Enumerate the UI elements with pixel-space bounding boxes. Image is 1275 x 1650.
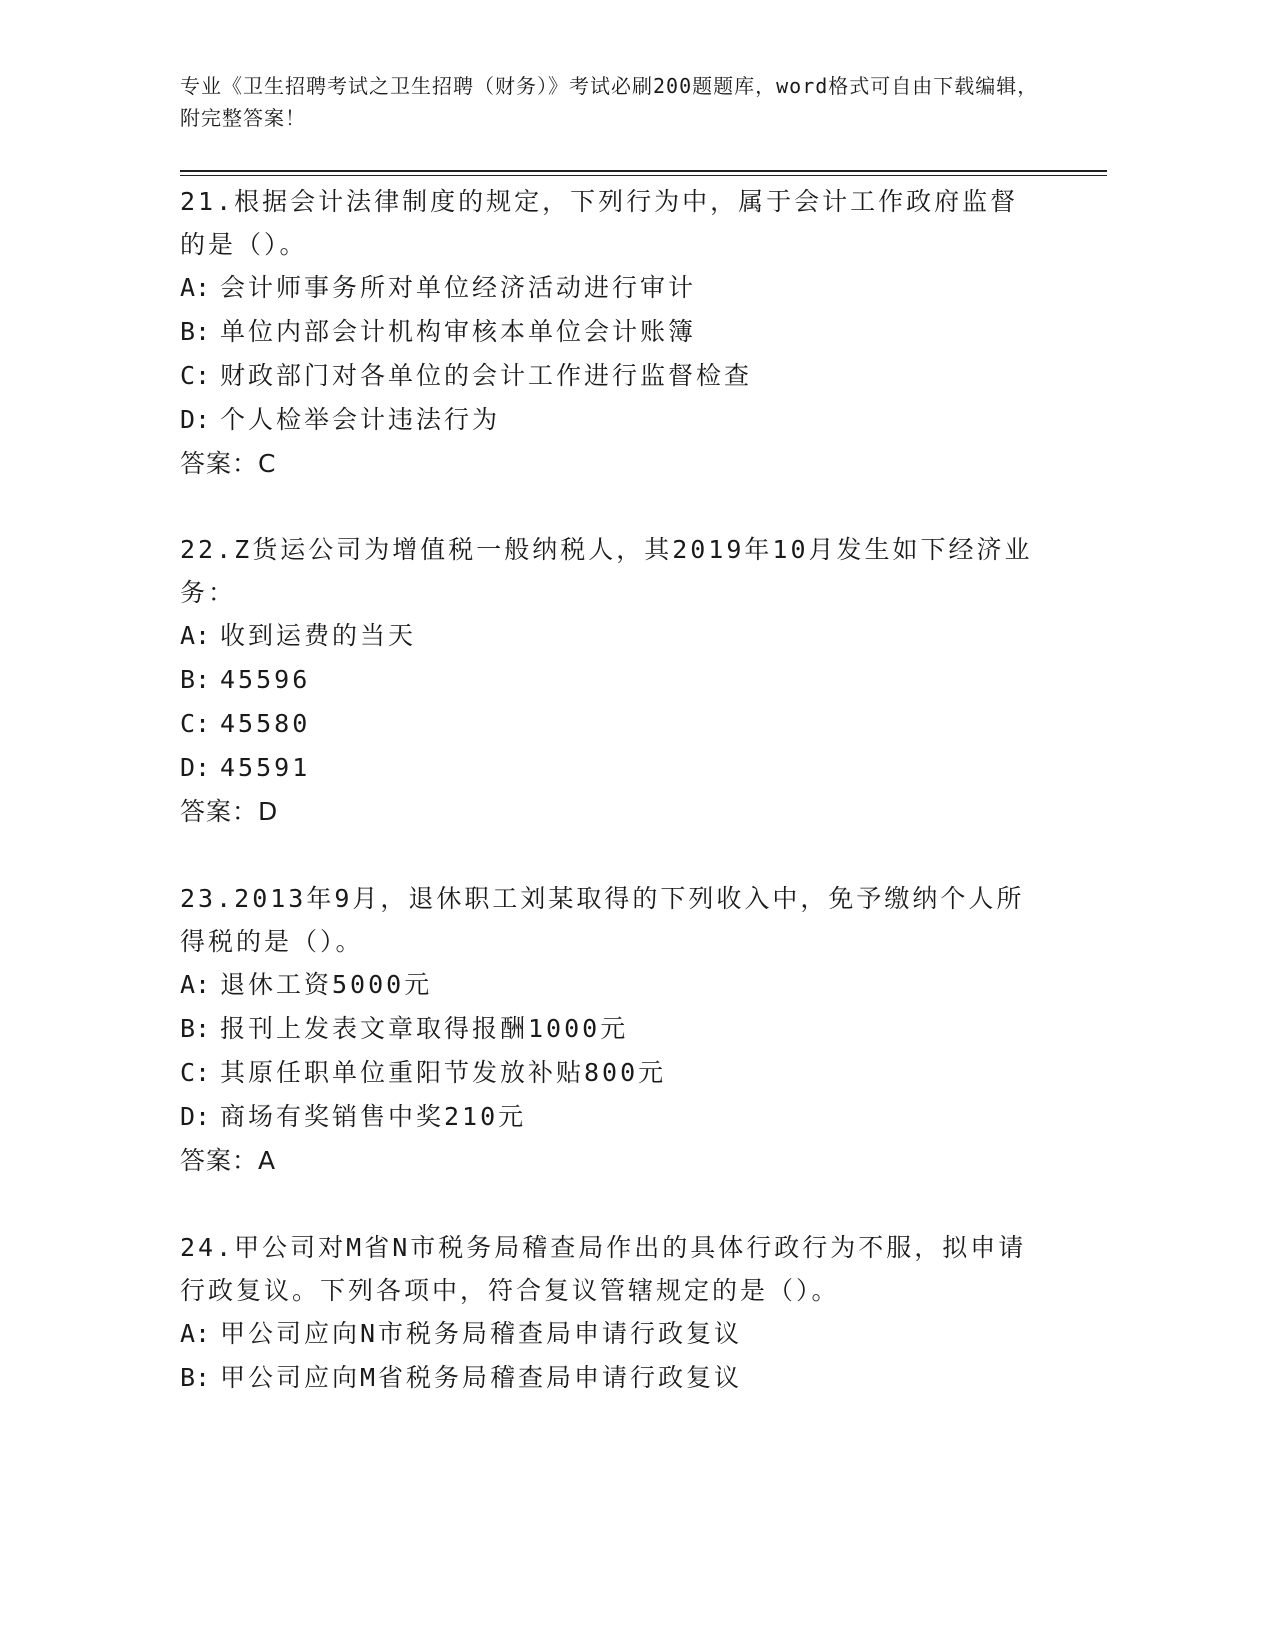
option-text: 个人检举会计违法行为 bbox=[220, 405, 501, 434]
option-text: 其原任职单位重阳节发放补贴800元 bbox=[220, 1058, 667, 1087]
question-stem: 21.根据会计法律制度的规定，下列行为中，属于会计工作政府监督的是（）。 bbox=[180, 187, 1019, 259]
option-text: 报刊上发表文章取得报酬1000元 bbox=[220, 1014, 629, 1043]
option-a bbox=[180, 963, 1040, 1007]
option-letter: A: bbox=[180, 970, 211, 999]
header-divider-thin bbox=[180, 175, 1107, 176]
option-b bbox=[180, 310, 1040, 354]
option-b bbox=[180, 1356, 1040, 1400]
option-text: 45596 bbox=[220, 665, 311, 694]
option-d bbox=[180, 746, 1040, 790]
option-text: 会计师事务所对单位经济活动进行审计 bbox=[220, 273, 697, 302]
header-divider-thick bbox=[180, 170, 1107, 172]
question-21 bbox=[180, 180, 1040, 486]
option-text: 甲公司应向N市税务局稽查局申请行政复议 bbox=[220, 1319, 743, 1348]
option-letter: B: bbox=[180, 317, 211, 346]
option-letter: B: bbox=[180, 1363, 211, 1392]
option-c bbox=[180, 1051, 1040, 1095]
option-c bbox=[180, 702, 1040, 746]
option-a bbox=[180, 614, 1040, 658]
option-letter: D: bbox=[180, 1102, 211, 1131]
option-text: 财政部门对各单位的会计工作进行监督检查 bbox=[220, 361, 753, 390]
question-stem: 24.甲公司对M省N市税务局稽查局作出的具体行政行为不服，拟申请行政复议。下列各项中，符合复议管辖规定的是（）。 bbox=[180, 1233, 1027, 1305]
option-letter: C: bbox=[180, 361, 211, 390]
document-header: 专业《卫生招聘考试之卫生招聘（财务）》考试必刷200题题库，word格式可自由下载编辑，附完整答案！ bbox=[180, 74, 1039, 130]
option-d bbox=[180, 398, 1040, 442]
question-stem: 23.2013年9月，退休职工刘某取得的下列收入中，免予缴纳个人所得税的是（）。 bbox=[180, 884, 1025, 956]
answer-line: 答案：C bbox=[180, 449, 277, 478]
option-a bbox=[180, 1312, 1040, 1356]
option-c bbox=[180, 354, 1040, 398]
option-letter: C: bbox=[180, 1058, 211, 1087]
option-letter: C: bbox=[180, 709, 211, 738]
option-a bbox=[180, 266, 1040, 310]
option-text: 45580 bbox=[220, 709, 311, 738]
question-23 bbox=[180, 877, 1040, 1183]
answer-line: 答案：A bbox=[180, 1146, 277, 1175]
option-text: 收到运费的当天 bbox=[220, 621, 417, 650]
question-22 bbox=[180, 528, 1040, 834]
option-letter: A: bbox=[180, 273, 211, 302]
option-letter: D: bbox=[180, 753, 211, 782]
option-letter: A: bbox=[180, 1319, 211, 1348]
option-text: 商场有奖销售中奖210元 bbox=[220, 1102, 527, 1131]
option-text: 45591 bbox=[220, 753, 311, 782]
answer-line: 答案：D bbox=[180, 797, 279, 826]
option-letter: D: bbox=[180, 405, 211, 434]
question-24 bbox=[180, 1226, 1040, 1400]
option-b bbox=[180, 1007, 1040, 1051]
option-letter: B: bbox=[180, 1014, 211, 1043]
question-stem: 22.Z货运公司为增值税一般纳税人，其2019年10月发生如下经济业务： bbox=[180, 535, 1033, 607]
option-text: 单位内部会计机构审核本单位会计账簿 bbox=[220, 317, 697, 346]
option-d bbox=[180, 1095, 1040, 1139]
option-b bbox=[180, 658, 1040, 702]
option-text: 甲公司应向M省税务局稽查局申请行政复议 bbox=[220, 1363, 743, 1392]
option-letter: A: bbox=[180, 621, 211, 650]
option-letter: B: bbox=[180, 665, 211, 694]
option-text: 退休工资5000元 bbox=[220, 970, 433, 999]
